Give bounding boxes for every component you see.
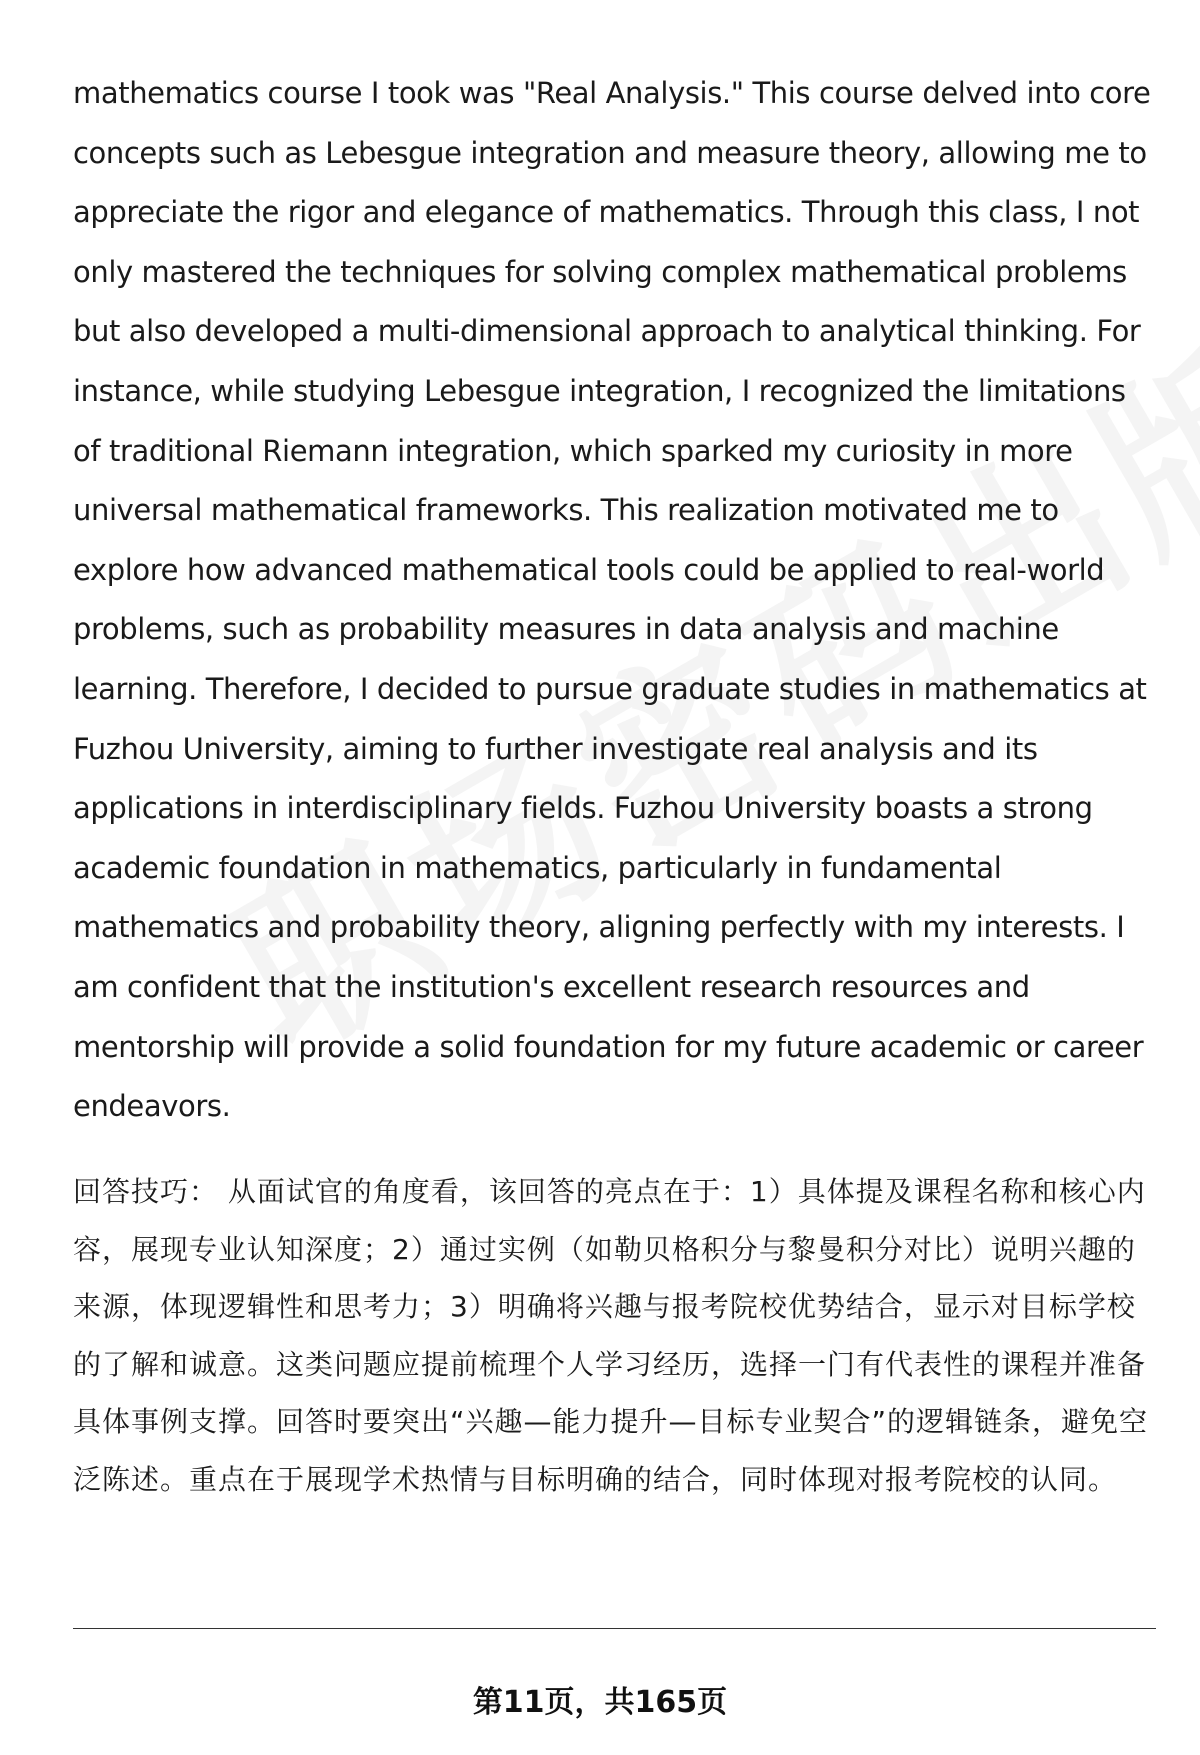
footer-divider — [73, 1628, 1156, 1629]
answer-paragraph: mathematics course I took was "Real Analysis." This course delved into core concepts such as Lebesgue integration and measure theory, allowing me to appreciate the rigor and elegance of mathematics. Through this class, I not only mastered the techniques for solving complex mathematical problems but also developed a multi-dimensional approach to analytical thinking. For instance, while studying Lebesgue integration, I recognized the limitations of traditional Riemann integration, which sparked my curiosity in more universal mathematical frameworks. This realization motivated me to explore how advanced mathematical tools could be applied to real-world problems, such as probability measures in data analysis and machine learning. Therefore, I decided to pursue graduate studies in mathematics at Fuzhou University, aiming to further investigate real analysis and its applications in interdisciplinary fields. Fuzhou University boasts a strong academic foundation in mathematics, particularly in fundamental mathematics and probability theory, aligning perfectly with my interests. I am confident that the institution's excellent research resources and mentorship will provide a solid foundation for my future academic or career endeavors. — [73, 76, 1151, 1124]
answer-tips-paragraph: 回答技巧： 从面试官的角度看，该回答的亮点在于：1）具体提及课程名称和核心内容，展现专业认知深度；2）通过实例（如勒贝格积分与黎曼积分对比）说明兴趣的来源，体现逻辑性和思考力；3）明确将兴趣与报考院校优势结合，显示对目标学校的了解和诚意。这类问题应提前梳理个人学习经历，选择一门有代表性的课程并准备具体事例支撑。回答时要突出“兴趣—能力提升—目标专业契合”的逻辑链条，避免空泛陈述。重点在于展现学术热情与目标明确的结合，同时体现对报考院校的认同。 — [73, 1175, 1149, 1496]
page-number: 第11页，共165页 — [472, 1685, 728, 1720]
